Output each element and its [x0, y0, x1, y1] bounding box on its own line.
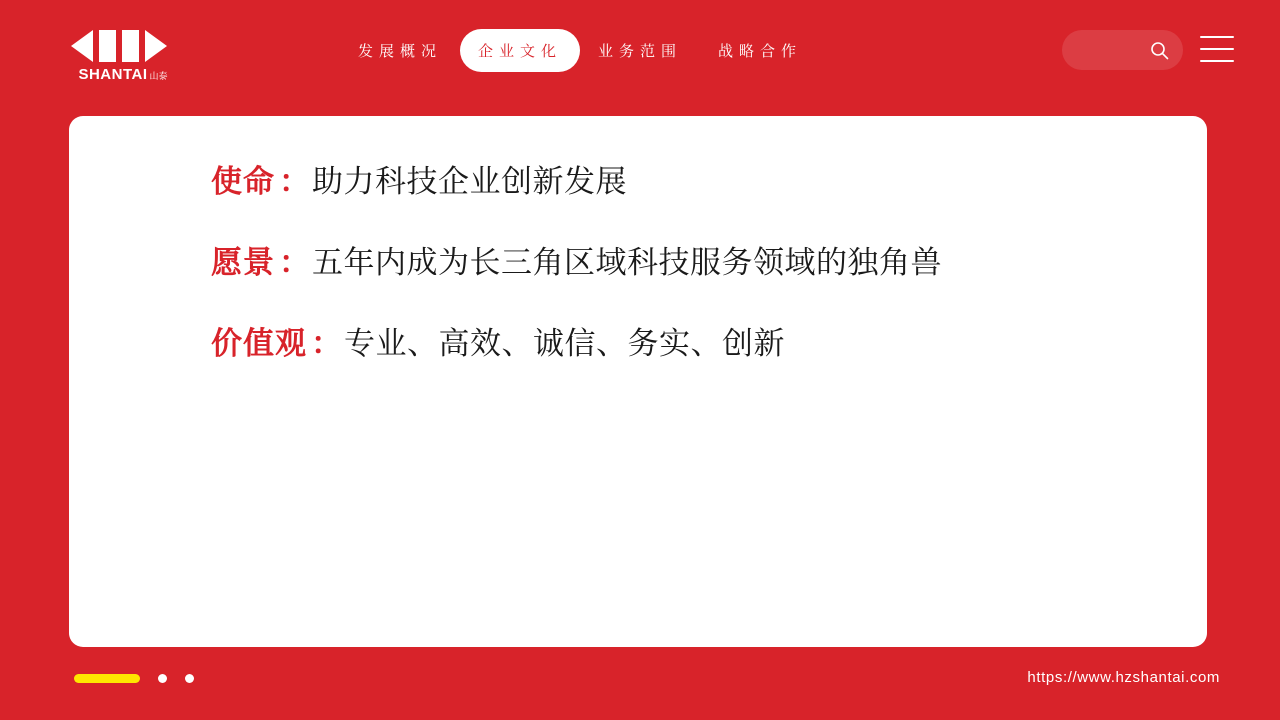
- statement-vision-label: 愿景: [211, 245, 275, 280]
- site-header: [0, 0, 1280, 100]
- search-box[interactable]: [1062, 30, 1183, 70]
- carousel-pagination: [74, 674, 194, 683]
- statement-vision: [211, 237, 942, 282]
- search-input[interactable]: [1076, 30, 1164, 72]
- statement-values: [211, 318, 942, 363]
- statement-mission-colon: ：: [279, 164, 310, 199]
- pagination-indicator-active[interactable]: [74, 674, 140, 683]
- logo[interactable]: [68, 28, 178, 88]
- statement-vision-colon: ：: [279, 245, 310, 280]
- menu-line-3: [1200, 60, 1234, 62]
- statement-mission-value: 助力科技企业创新发展: [312, 164, 627, 199]
- main-navigation: [340, 30, 820, 70]
- statement-mission-label: 使命: [211, 164, 275, 199]
- logo-wordmark: [78, 67, 167, 82]
- nav-item-culture[interactable]: 企业文化: [460, 29, 580, 72]
- logo-name-en: SHANTAI: [78, 66, 148, 83]
- nav-item-development[interactable]: 发展概况: [358, 42, 443, 60]
- culture-statements: [211, 156, 942, 363]
- nav-item-cooperation[interactable]: 战略合作: [718, 42, 803, 60]
- statement-values-value: 专业、高效、诚信、务实、创新: [344, 326, 785, 361]
- menu-line-2: [1200, 48, 1234, 50]
- pagination-dot-2[interactable]: [158, 674, 167, 683]
- hamburger-menu-icon[interactable]: [1200, 36, 1234, 62]
- statement-values-label: 价值观: [211, 326, 307, 361]
- logo-mark-icon: [71, 28, 175, 64]
- site-url[interactable]: https://www.hzshantai.com: [1027, 669, 1220, 686]
- statement-vision-value: 五年内成为长三角区域科技服务领域的独角兽: [312, 245, 942, 280]
- statement-values-colon: ：: [311, 326, 342, 361]
- nav-item-business[interactable]: 业务范围: [598, 42, 683, 60]
- logo-name-cn: 山泰: [149, 71, 168, 81]
- menu-line-1: [1200, 36, 1234, 38]
- pagination-dot-3[interactable]: [185, 674, 194, 683]
- statement-mission: [211, 156, 942, 201]
